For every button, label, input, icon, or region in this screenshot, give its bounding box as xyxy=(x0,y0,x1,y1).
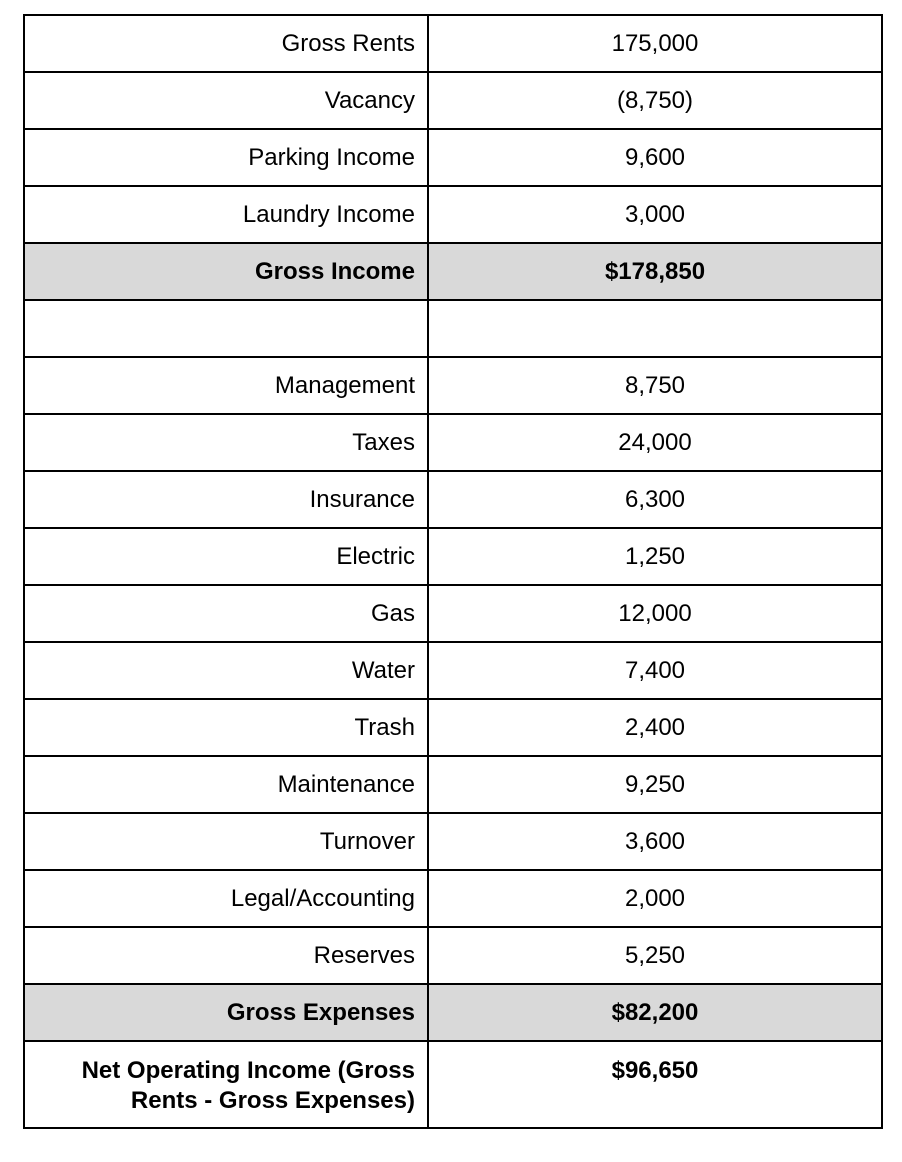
table-row xyxy=(24,870,882,927)
table-row xyxy=(24,699,882,756)
row-label: Trash xyxy=(24,699,428,756)
row-value: 12,000 xyxy=(428,585,882,642)
gross-expenses-value: $82,200 xyxy=(428,984,882,1041)
gross-income-row xyxy=(24,243,882,300)
row-label: Maintenance xyxy=(24,756,428,813)
empty-cell xyxy=(24,300,428,357)
row-value: 6,300 xyxy=(428,471,882,528)
empty-cell xyxy=(428,300,882,357)
table-row xyxy=(24,813,882,870)
row-value: 8,750 xyxy=(428,357,882,414)
row-label: Gas xyxy=(24,585,428,642)
table-row xyxy=(24,129,882,186)
income-table xyxy=(23,14,883,1129)
row-value: 175,000 xyxy=(428,15,882,72)
row-value: 2,000 xyxy=(428,870,882,927)
net-operating-income-label: Net Operating Income (Gross Rents - Gross Expenses) xyxy=(24,1041,428,1128)
row-value: 2,400 xyxy=(428,699,882,756)
table-row xyxy=(24,15,882,72)
table-row xyxy=(24,927,882,984)
row-label: Insurance xyxy=(24,471,428,528)
net-operating-income-value: $96,650 xyxy=(428,1041,882,1128)
row-label: Laundry Income xyxy=(24,186,428,243)
row-label: Management xyxy=(24,357,428,414)
income-statement xyxy=(23,14,881,1129)
row-value: 1,250 xyxy=(428,528,882,585)
table-row xyxy=(24,471,882,528)
row-label: Turnover xyxy=(24,813,428,870)
row-value: 9,250 xyxy=(428,756,882,813)
net-operating-income-row xyxy=(24,1041,882,1128)
row-value: 5,250 xyxy=(428,927,882,984)
row-value: 7,400 xyxy=(428,642,882,699)
row-value: 3,000 xyxy=(428,186,882,243)
table-row xyxy=(24,585,882,642)
row-label: Reserves xyxy=(24,927,428,984)
row-value: 9,600 xyxy=(428,129,882,186)
gross-expenses-row xyxy=(24,984,882,1041)
table-row xyxy=(24,72,882,129)
row-label: Water xyxy=(24,642,428,699)
gross-income-label: Gross Income xyxy=(24,243,428,300)
row-label: Parking Income xyxy=(24,129,428,186)
row-value: (8,750) xyxy=(428,72,882,129)
row-label: Electric xyxy=(24,528,428,585)
table-row xyxy=(24,186,882,243)
gross-income-value: $178,850 xyxy=(428,243,882,300)
gross-expenses-label: Gross Expenses xyxy=(24,984,428,1041)
spacer-row xyxy=(24,300,882,357)
table-row xyxy=(24,357,882,414)
row-label: Gross Rents xyxy=(24,15,428,72)
table-row xyxy=(24,642,882,699)
table-row xyxy=(24,414,882,471)
row-value: 3,600 xyxy=(428,813,882,870)
table-row xyxy=(24,756,882,813)
row-label: Vacancy xyxy=(24,72,428,129)
row-label: Taxes xyxy=(24,414,428,471)
row-value: 24,000 xyxy=(428,414,882,471)
table-row xyxy=(24,528,882,585)
row-label: Legal/Accounting xyxy=(24,870,428,927)
